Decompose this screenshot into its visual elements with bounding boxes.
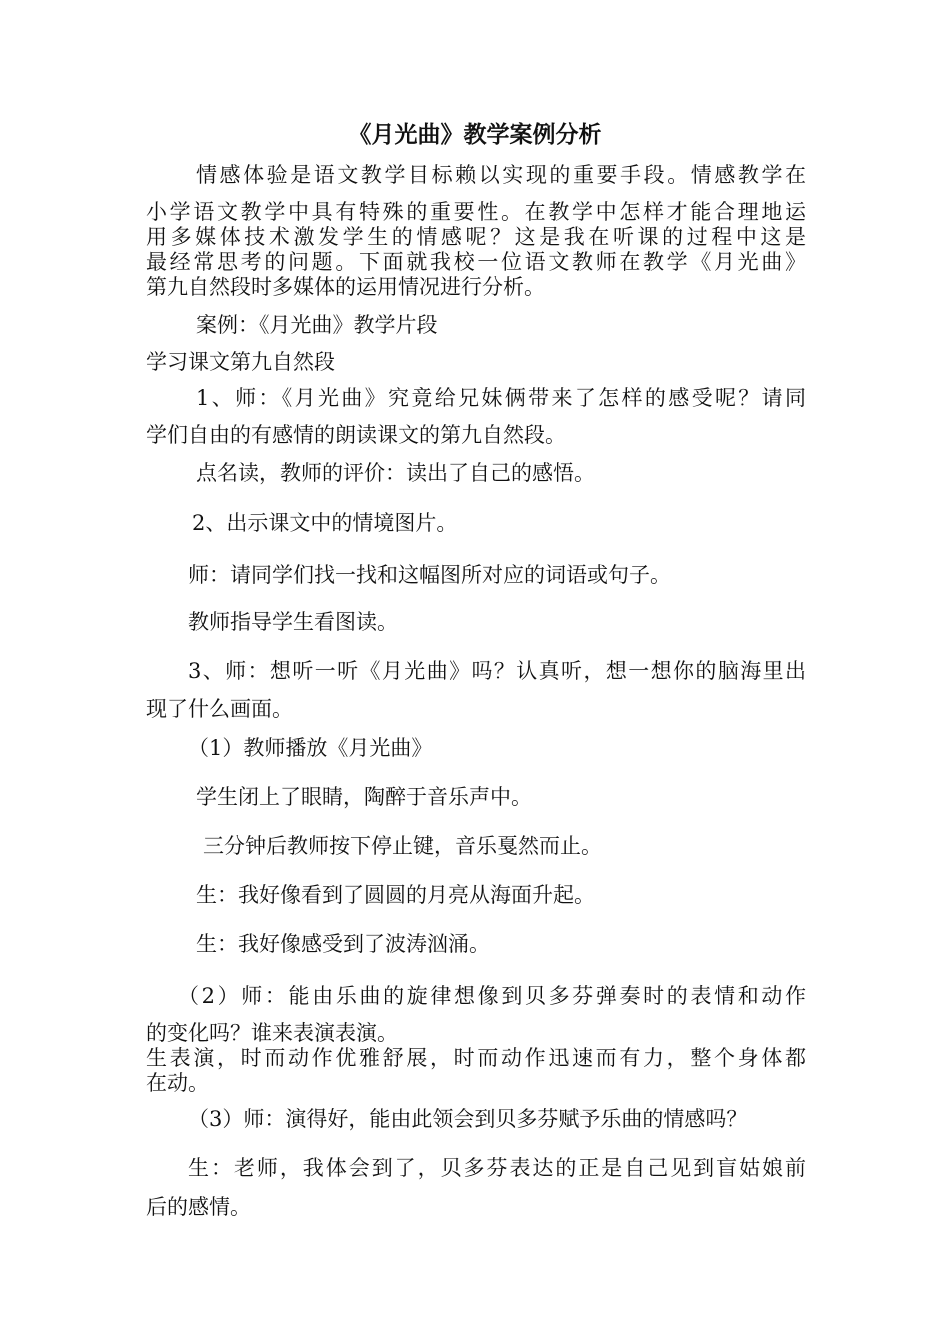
paragraph-line: 师：请同学们找一找和这幅图所对应的词语或句子。 (188, 563, 671, 587)
paragraph-line: 小学语文教学中具有特殊的重要性。在教学中怎样才能合理地运 (146, 200, 806, 224)
paragraph-line: 点名读，教师的评价：读出了自己的感悟。 (196, 461, 595, 485)
paragraph-line: 生：老师，我体会到了，贝多芬表达的正是自己见到盲姑娘前 (188, 1156, 806, 1180)
paragraph-line: 情感体验是语文教学目标赖以实现的重要手段。情感教学在 (196, 163, 806, 187)
paragraph-line: 3、师：想听一听《月光曲》吗？认真听，想一想你的脑海里出 (188, 659, 806, 683)
paragraph-line: 最经常思考的问题。下面就我校一位语文教师在教学《月光曲》 (146, 250, 806, 274)
paragraph-line: 后的感情。 (146, 1195, 251, 1219)
paragraph-line: 的变化吗？谁来表演表演。 (146, 1021, 398, 1045)
paragraph-line: 学们自由的有感情的朗读课文的第九自然段。 (146, 423, 566, 447)
paragraph-line: 在动。 (146, 1071, 209, 1095)
paragraph-line: 生：我好像感受到了波涛汹涌。 (196, 932, 490, 956)
paragraph-line: 2、出示课文中的情境图片。 (192, 511, 458, 535)
paragraph-line: 生表演，时而动作优雅舒展，时而动作迅速而有力，整个身体都 (146, 1046, 806, 1070)
paragraph-line: 三分钟后教师按下停止键，音乐戛然而止。 (203, 834, 602, 858)
case-heading: 案例：《月光曲》教学片段 (196, 313, 438, 337)
paragraph-line: 生：我好像看到了圆圆的月亮从海面升起。 (196, 883, 595, 907)
paragraph-line: （1）教师播放《月光曲》 (188, 736, 433, 760)
section-heading: 学习课文第九自然段 (146, 350, 335, 374)
paragraph-line: （3）师：演得好，能由此领会到贝多芬赋予乐曲的情感吗？ (188, 1107, 748, 1131)
paragraph-line: 用多媒体技术激发学生的情感呢？这是我在听课的过程中这是 (146, 225, 806, 249)
paragraph-line: （2）师：能由乐曲的旋律想像到贝多芬弹奏时的表情和动作 (178, 984, 806, 1008)
paragraph-line: 学生闭上了眼睛，陶醉于音乐声中。 (196, 785, 532, 809)
paragraph-line: 1、师：《月光曲》究竟给兄妹俩带来了怎样的感受呢？请同 (196, 386, 806, 410)
document-title: 《月光曲》教学案例分析 (348, 121, 602, 148)
paragraph-line: 现了什么画面。 (146, 697, 293, 721)
paragraph-line: 教师指导学生看图读。 (188, 610, 398, 634)
paragraph-line: 第九自然段时多媒体的运用情况进行分析。 (146, 275, 545, 299)
